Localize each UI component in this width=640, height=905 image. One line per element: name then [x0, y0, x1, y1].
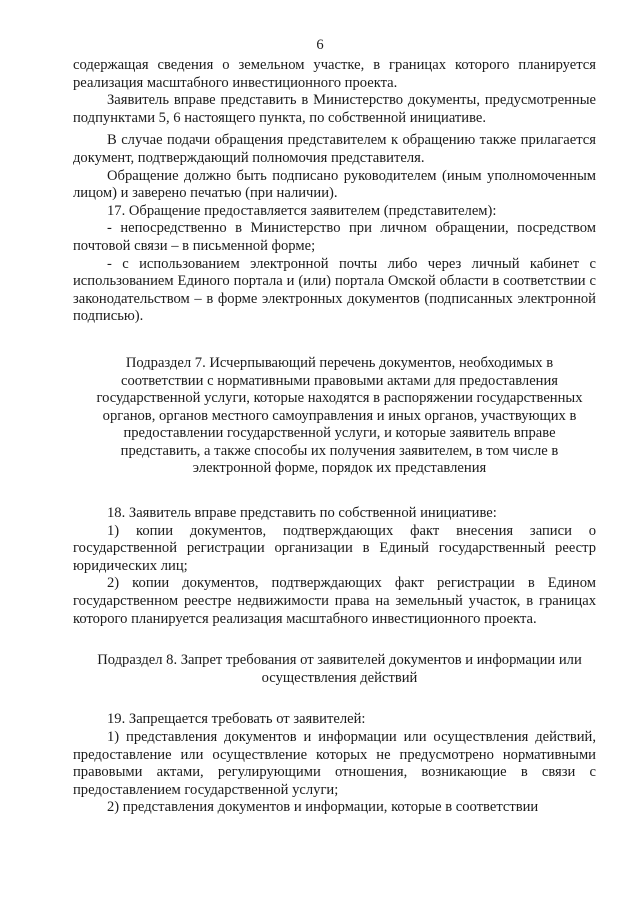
paragraph-item-19: 19. Запрещается требовать от заявителей:	[107, 711, 366, 728]
page-number: 6	[316, 37, 324, 53]
section-7-heading: Подраздел 7. Исчерпывающий перечень документов, необходимых в соответствии с нормативными правовыми актами для предоставления государственной услуги, которые находятся в распоряжении государственных органов, органов местного самоуправления и иных органов, участвующих в предоставлении государственной услуги, и которые заявитель вправе представить, а также способы их получения заявителем, в том числе в электронной форме, порядок их представления	[96, 354, 583, 477]
document-body	[73, 57, 596, 817]
paragraph-item-19-2: 2) представления документов и информации, которые в соответствии	[107, 799, 539, 816]
paragraph-item-17-in-person: - непосредственно в Министерство при личном обращении, посредством почтовой связи – в письменной форме;	[73, 220, 596, 254]
paragraph-continuation: содержащая сведения о земельном участке, в границах которого планируется реализация масштабного инвестиционного проекта.	[73, 57, 596, 91]
paragraph-item-19-1: 1) представления документов и информации или осуществления действий, предоставление или осуществление которых не предусмотрено нормативными правовыми актами, регулирующими отношения, возникающие в связи с предоставлением государственной услуги;	[73, 729, 596, 798]
paragraph-applicant-right: Заявитель вправе представить в Министерство документы, предусмотренные подпунктами 5, 6 настоящего пункта, по собственной инициативе.	[73, 92, 596, 126]
paragraph-signature: Обращение должно быть подписано руководителем (иным уполномоченным лицом) и заверено печатью (при наличии).	[73, 167, 596, 202]
paragraph-item-18-2: 2) копии документов, подтверждающих факт регистрации в Едином государственном реестре недвижимости права на земельный участок, в границах которого планируется реализация масштабного инвестиционного проекта.	[73, 575, 596, 627]
section-8-heading: Подраздел 8. Запрет требования от заявителей документов и информации или осуществления действий	[97, 652, 582, 686]
paragraph-item-18-1: 1) копии документов, подтверждающих факт внесения записи о государственной регистрации организации в Единый государственный реестр юридических лиц;	[73, 522, 596, 574]
paragraph-representative: В случае подачи обращения представителем к обращению также прилагается документ, подтверждающий полномочия представителя.	[73, 132, 596, 166]
paragraph-item-18: 18. Заявитель вправе представить по собственной инициативе:	[107, 505, 497, 522]
paragraph-item-17: 17. Обращение предоставляется заявителем (представителем):	[107, 202, 497, 219]
paragraph-item-17-electronic: - с использованием электронной почты либо через личный кабинет с использованием Единого портала и (или) портала Омской области в соответствии с законодательством – в форме электронных документов (подписанных электронной подписью).	[73, 255, 596, 325]
